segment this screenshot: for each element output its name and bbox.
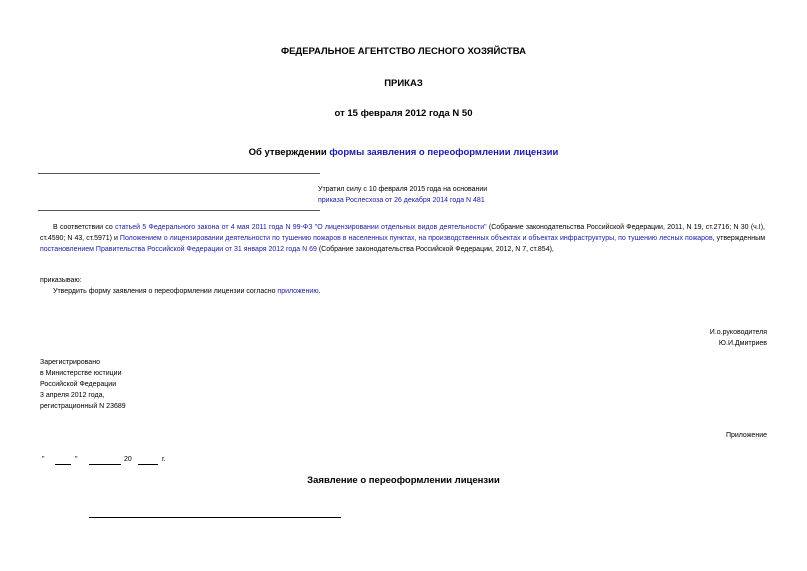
signature-name: Ю.И.Дмитриев bbox=[718, 340, 767, 347]
preamble-paragraph bbox=[40, 222, 765, 255]
registration-line: Российской Федерации bbox=[40, 381, 117, 388]
title-prefix: Об утверждении bbox=[248, 147, 330, 158]
status-link[interactable]: приказа Рослесхоза от 26 декабря 2014 года N 481 bbox=[318, 197, 485, 204]
regulation-link[interactable]: Положением о лицензировании деятельности по тушению пожаров в населенных пунктах, на производственных объектах и объектах инфраструктуры, по тушению лесных пожаров bbox=[119, 235, 713, 242]
date-year-blank bbox=[138, 464, 158, 465]
preamble-text-1: В соответствии со bbox=[53, 224, 116, 231]
status-line: Утратил силу с 10 февраля 2015 года на основании bbox=[318, 186, 488, 193]
appendix-link[interactable]: приложению bbox=[277, 288, 319, 295]
document-date-number: от 15 февраля 2012 года N 50 bbox=[334, 108, 473, 119]
registration-line: Зарегистрировано bbox=[40, 359, 100, 366]
order-text-end: . bbox=[318, 288, 321, 295]
application-blank-line bbox=[89, 517, 341, 518]
document-title bbox=[0, 147, 807, 158]
preamble-text-2: (Собрание законодательства Российской Федерации, 2011, N 19, ст.2716; N 30 (ч.I), ст.4590; N 43, ст.5971) и bbox=[40, 224, 765, 242]
order-label: приказываю: bbox=[40, 277, 82, 284]
signature-role: И.о.руководителя bbox=[709, 329, 767, 336]
agency-name: ФЕДЕРАЛЬНОЕ АГЕНТСТВО ЛЕСНОГО ХОЗЯЙСТВА bbox=[280, 46, 526, 57]
date-quote-open: " bbox=[42, 456, 45, 463]
date-month-blank bbox=[89, 464, 121, 465]
title-form-link[interactable]: формы заявления о переоформлении лицензии bbox=[329, 147, 559, 158]
registration-block bbox=[40, 357, 126, 412]
application-title: Заявление о переоформлении лицензии bbox=[307, 475, 500, 486]
divider-top bbox=[38, 173, 320, 174]
date-year-prefix: 20 bbox=[124, 456, 132, 463]
order-text bbox=[53, 286, 321, 297]
registration-line: регистрационный N 23689 bbox=[40, 403, 126, 410]
date-quote-close: " bbox=[75, 456, 78, 463]
decree-link[interactable]: постановлением Правительства Российской Федерации от 31 января 2012 года N 69 bbox=[40, 246, 317, 253]
registration-line: 3 апреля 2012 года, bbox=[40, 392, 105, 399]
appendix-label: Приложение bbox=[725, 432, 767, 439]
order-text-body: Утвердить форму заявления о переоформлении лицензии согласно bbox=[53, 288, 278, 295]
divider-bottom bbox=[38, 210, 320, 211]
date-day-blank bbox=[55, 464, 71, 465]
document-type: ПРИКАЗ bbox=[384, 78, 423, 89]
preamble-text-4: (Собрание законодательства Российской Федерации, 2012, N 7, ст.854), bbox=[316, 246, 554, 253]
law-link[interactable]: статьей 5 Федерального закона от 4 мая 2011 года N 99-ФЗ "О лицензировании отдельных видов деятельности" bbox=[115, 224, 487, 231]
date-suffix: г. bbox=[162, 456, 166, 463]
registration-line: в Министерстве юстиции bbox=[40, 370, 122, 377]
preamble-text-3: , утвержденным bbox=[712, 235, 766, 242]
